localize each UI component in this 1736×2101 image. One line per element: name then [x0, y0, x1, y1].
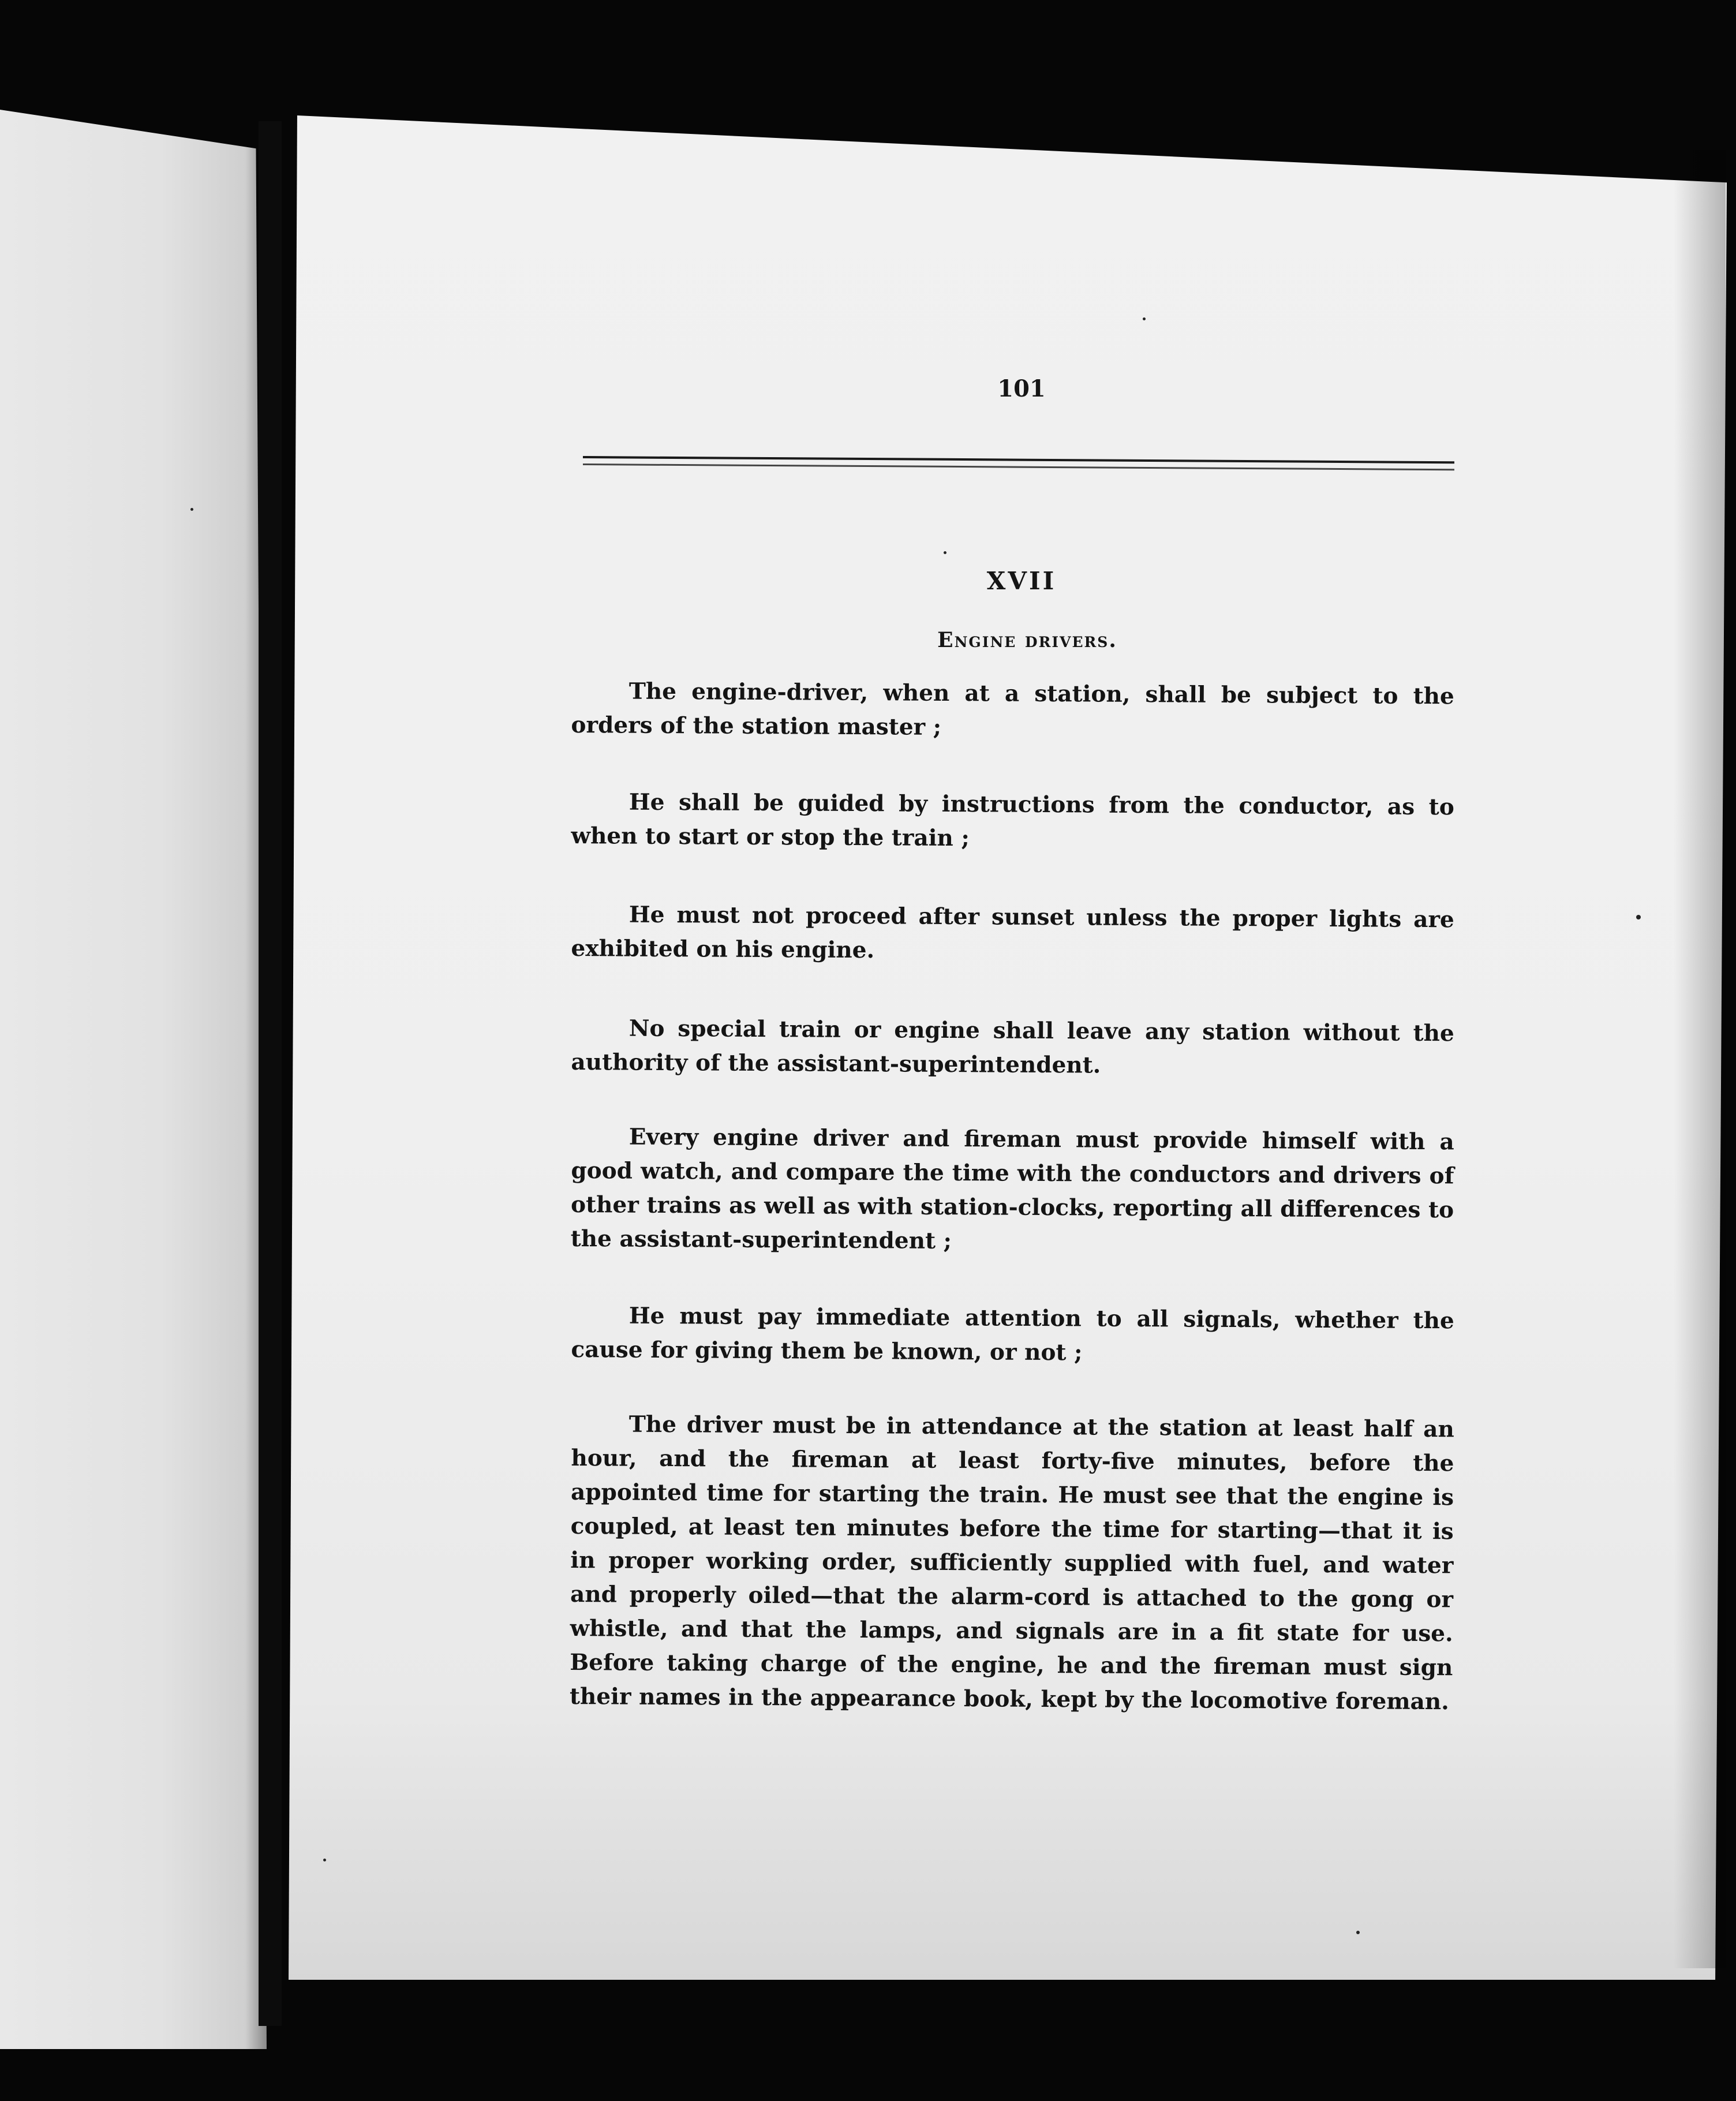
paragraph-signals: He must pay immediate attention to all signals, whether the cause for giving them be known, or not ; [571, 1302, 1454, 1366]
scan-speck [1356, 1931, 1360, 1934]
scan-speck [323, 1859, 326, 1861]
scan-speck [1636, 915, 1641, 919]
book-spine [259, 121, 282, 2026]
left-page-margin [0, 110, 267, 2049]
scan-speck [190, 508, 193, 511]
paragraph-conductor-instructions: He shall be guided by instructions from the conductor, as to when to start or stop the train ; [571, 788, 1454, 852]
paragraph-watch: Every engine driver and fireman must provide himself with a good watch, and compare the time with the conductors and drivers of other trains as well as with station-clocks, reporting all differences to the assistant-superintendent ; [570, 1123, 1454, 1255]
paragraph-attendance: The driver must be in attendance at the station at least half an hour, and the fireman at least forty-five minutes, before the appointed time for starting the train. He must see that the engine is coupled, at least ten minutes before the time for starting—that it is in proper working order, sufficiently supplied with fuel, and water and properly oiled—that the alarm-cord is attached to the gong or whistle, and that the lamps, and signals are in a fit state for use. Before taking charge of the engine, he and the fireman must sign their names in the appearance book, kept by the locomotive foreman. [569, 1411, 1454, 1715]
page-number: 101 [997, 375, 1046, 402]
paragraph-station-master: The engine-driver, when at a station, shall be subject to the orders of the station master ; [571, 678, 1454, 741]
scan-speck [944, 551, 946, 554]
page-edge-shadow [1674, 150, 1726, 1968]
paragraph-lights: He must not proceed after sunset unless the proper lights are exhibited on his engine. [571, 901, 1454, 964]
paragraph-special-train: No special train or engine shall leave any station without the authority of the assistant-superintendent. [571, 1015, 1454, 1079]
chapter-title: Engine drivers. [937, 628, 1117, 652]
chapter-number: XVII [986, 567, 1057, 595]
scan-speck [1143, 317, 1146, 320]
